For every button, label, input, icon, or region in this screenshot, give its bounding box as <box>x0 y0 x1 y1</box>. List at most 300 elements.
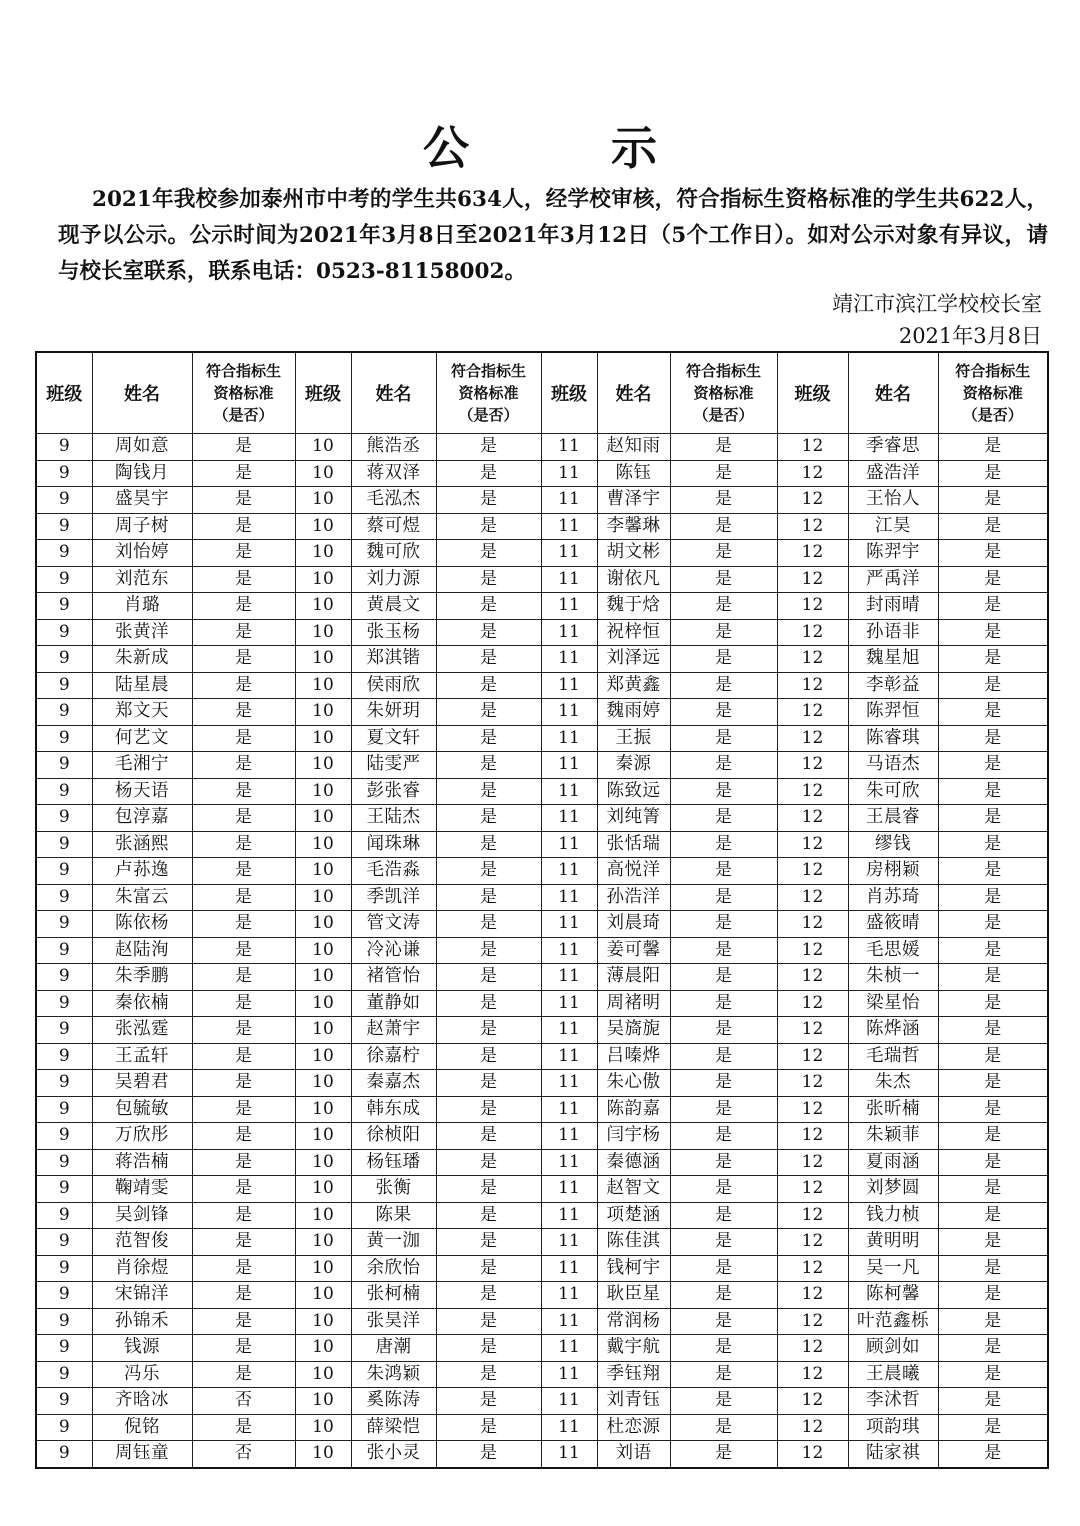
class-cell: 10 <box>295 593 351 620</box>
table-row <box>36 911 1048 938</box>
student-name-cell: 陈烨涵 <box>848 1017 938 1044</box>
class-cell: 11 <box>541 1123 597 1150</box>
student-name-cell: 盛浩洋 <box>848 460 938 487</box>
class-cell: 12 <box>777 460 848 487</box>
student-name-cell: 季睿思 <box>848 434 938 461</box>
student-name-cell: 郑文天 <box>92 699 192 726</box>
student-name-cell: 黄明明 <box>848 1229 938 1256</box>
qualified-cell: 是 <box>192 1202 295 1229</box>
class-cell: 11 <box>541 699 597 726</box>
student-name-cell: 黄一泇 <box>351 1229 436 1256</box>
class-cell: 10 <box>295 911 351 938</box>
class-cell: 11 <box>541 1229 597 1256</box>
student-name-cell: 余欣怡 <box>351 1255 436 1282</box>
student-name-cell: 魏星旭 <box>848 646 938 673</box>
qualified-cell: 是 <box>192 911 295 938</box>
qualified-cell: 是 <box>436 1388 541 1415</box>
qualified-cell: 是 <box>938 1017 1048 1044</box>
header-qualified <box>670 352 777 434</box>
qualified-cell: 是 <box>938 593 1048 620</box>
qualified-cell: 是 <box>436 884 541 911</box>
student-name-cell: 王陆杰 <box>351 805 436 832</box>
class-cell: 10 <box>295 1255 351 1282</box>
qualified-cell: 是 <box>938 513 1048 540</box>
class-cell: 11 <box>541 725 597 752</box>
qualified-cell: 是 <box>436 699 541 726</box>
student-name-cell: 王晨曦 <box>848 1361 938 1388</box>
qualified-cell: 是 <box>192 858 295 885</box>
class-cell: 9 <box>36 911 92 938</box>
table-row <box>36 1308 1048 1335</box>
student-name-cell: 冷沁谦 <box>351 937 436 964</box>
header-qualified <box>192 352 295 434</box>
student-name-cell: 薛梁恺 <box>351 1414 436 1441</box>
qualified-cell: 是 <box>436 460 541 487</box>
class-cell: 12 <box>777 858 848 885</box>
table-row <box>36 1043 1048 1070</box>
qualified-cell: 是 <box>670 884 777 911</box>
class-cell: 10 <box>295 1096 351 1123</box>
qualified-cell: 是 <box>938 699 1048 726</box>
class-cell: 12 <box>777 990 848 1017</box>
student-name-cell: 李彰益 <box>848 672 938 699</box>
student-name-cell: 朱新成 <box>92 646 192 673</box>
qualified-cell: 是 <box>436 1123 541 1150</box>
qualified-cell: 是 <box>938 725 1048 752</box>
qualified-cell: 是 <box>938 752 1048 779</box>
student-name-cell: 薄晨阳 <box>597 964 670 991</box>
student-name-cell: 陈依杨 <box>92 911 192 938</box>
class-cell: 11 <box>541 619 597 646</box>
student-name-cell: 魏雨婷 <box>597 699 670 726</box>
qualified-cell: 是 <box>192 1176 295 1203</box>
header-class: 班级 <box>541 352 597 434</box>
student-name-cell: 杜恋源 <box>597 1414 670 1441</box>
student-name-cell: 郑淇锴 <box>351 646 436 673</box>
header-name: 姓名 <box>92 352 192 434</box>
student-name-cell: 陆家祺 <box>848 1441 938 1468</box>
student-name-cell: 张昕楠 <box>848 1096 938 1123</box>
qualified-cell: 是 <box>436 1070 541 1097</box>
qualified-cell: 是 <box>192 752 295 779</box>
student-name-cell: 刘纯箐 <box>597 805 670 832</box>
student-name-cell: 李馨琳 <box>597 513 670 540</box>
qualified-cell: 是 <box>436 1335 541 1362</box>
qualified-cell: 是 <box>938 1308 1048 1335</box>
qualified-cell: 是 <box>938 805 1048 832</box>
class-cell: 11 <box>541 1149 597 1176</box>
class-cell: 10 <box>295 434 351 461</box>
qualified-cell: 是 <box>938 1229 1048 1256</box>
table-row <box>36 964 1048 991</box>
qualified-cell: 是 <box>938 1441 1048 1468</box>
header-name: 姓名 <box>597 352 670 434</box>
qualified-cell: 是 <box>192 778 295 805</box>
student-name-cell: 杨天语 <box>92 778 192 805</box>
qualified-cell: 是 <box>670 990 777 1017</box>
class-cell: 9 <box>36 699 92 726</box>
class-cell: 9 <box>36 805 92 832</box>
class-cell: 9 <box>36 1335 92 1362</box>
student-name-cell: 陈羿恒 <box>848 699 938 726</box>
student-name-cell: 朱心傲 <box>597 1070 670 1097</box>
qualified-cell: 是 <box>938 672 1048 699</box>
qualified-cell: 是 <box>192 1255 295 1282</box>
class-cell: 10 <box>295 1176 351 1203</box>
class-cell: 12 <box>777 1335 848 1362</box>
qualified-cell: 是 <box>192 593 295 620</box>
student-name-cell: 高悦洋 <box>597 858 670 885</box>
table-row <box>36 1202 1048 1229</box>
qualified-cell: 是 <box>192 1335 295 1362</box>
qualified-cell: 是 <box>670 1282 777 1309</box>
student-name-cell: 刘泽远 <box>597 646 670 673</box>
qualified-cell: 是 <box>436 646 541 673</box>
student-name-cell: 秦依楠 <box>92 990 192 1017</box>
qualified-cell: 是 <box>436 1361 541 1388</box>
student-name-cell: 朱富云 <box>92 884 192 911</box>
student-name-cell: 钱柯宇 <box>597 1255 670 1282</box>
qualified-cell: 否 <box>192 1388 295 1415</box>
qualified-cell: 是 <box>670 593 777 620</box>
qualified-cell: 是 <box>192 725 295 752</box>
header-class: 班级 <box>777 352 848 434</box>
student-name-cell: 肖璐 <box>92 593 192 620</box>
student-name-cell: 朱桢一 <box>848 964 938 991</box>
issue-date: 2021年3月8日 <box>898 324 1042 348</box>
qualified-cell: 是 <box>670 1070 777 1097</box>
qualified-cell: 是 <box>670 1043 777 1070</box>
table-row <box>36 699 1048 726</box>
class-cell: 10 <box>295 1123 351 1150</box>
qualified-cell: 是 <box>192 1123 295 1150</box>
class-cell: 12 <box>777 646 848 673</box>
student-name-cell: 项楚涵 <box>597 1202 670 1229</box>
student-name-cell: 毛泓杰 <box>351 487 436 514</box>
student-name-cell: 毛思媛 <box>848 937 938 964</box>
qualified-cell: 是 <box>938 1388 1048 1415</box>
qualified-cell: 是 <box>670 1123 777 1150</box>
student-name-cell: 彭张睿 <box>351 778 436 805</box>
student-name-cell: 熊浩丞 <box>351 434 436 461</box>
student-name-cell: 赵知雨 <box>597 434 670 461</box>
student-name-cell: 蔡可煜 <box>351 513 436 540</box>
class-cell: 10 <box>295 1043 351 1070</box>
student-name-cell: 刘梦圆 <box>848 1176 938 1203</box>
student-name-cell: 陆星晨 <box>92 672 192 699</box>
student-name-cell: 周褚明 <box>597 990 670 1017</box>
qualified-cell: 是 <box>938 434 1048 461</box>
qualified-cell: 是 <box>938 1202 1048 1229</box>
table-row <box>36 1441 1048 1468</box>
issuer-signature: 靖江市滨江学校校长室 <box>832 292 1042 316</box>
student-name-cell: 张昊洋 <box>351 1308 436 1335</box>
class-cell: 10 <box>295 1335 351 1362</box>
student-name-cell: 戴宇航 <box>597 1335 670 1362</box>
class-cell: 9 <box>36 1388 92 1415</box>
qualified-cell: 是 <box>938 1123 1048 1150</box>
qualified-cell: 是 <box>670 1149 777 1176</box>
student-name-cell: 鞠靖雯 <box>92 1176 192 1203</box>
student-name-cell: 房栩颖 <box>848 858 938 885</box>
header-qualified-line: 资格标准 <box>213 384 274 402</box>
header-qualified-line: 符合指标生 <box>955 362 1031 380</box>
student-name-cell: 陶钱月 <box>92 460 192 487</box>
class-cell: 9 <box>36 831 92 858</box>
qualified-cell: 是 <box>670 1335 777 1362</box>
qualified-cell: 是 <box>938 540 1048 567</box>
class-cell: 10 <box>295 831 351 858</box>
qualified-cell: 是 <box>938 1043 1048 1070</box>
class-cell: 10 <box>295 805 351 832</box>
student-name-cell: 杨钰璠 <box>351 1149 436 1176</box>
class-cell: 12 <box>777 593 848 620</box>
qualified-cell: 是 <box>938 831 1048 858</box>
student-name-cell: 冯乐 <box>92 1361 192 1388</box>
class-cell: 11 <box>541 593 597 620</box>
qualified-cell: 是 <box>192 1414 295 1441</box>
qualified-cell: 是 <box>436 619 541 646</box>
header-class: 班级 <box>36 352 92 434</box>
class-cell: 11 <box>541 487 597 514</box>
class-cell: 9 <box>36 619 92 646</box>
qualified-cell: 是 <box>192 1282 295 1309</box>
student-name-cell: 吴一凡 <box>848 1255 938 1282</box>
student-name-cell: 郑黄鑫 <box>597 672 670 699</box>
class-cell: 12 <box>777 1202 848 1229</box>
class-cell: 12 <box>777 1070 848 1097</box>
student-name-cell: 何艺文 <box>92 725 192 752</box>
table-row <box>36 725 1048 752</box>
class-cell: 12 <box>777 487 848 514</box>
student-name-cell: 侯雨欣 <box>351 672 436 699</box>
header-qualified-line: 符合指标生 <box>685 362 761 380</box>
student-name-cell: 刘语 <box>597 1441 670 1468</box>
qualified-cell: 是 <box>192 805 295 832</box>
table-row <box>36 540 1048 567</box>
student-name-cell: 陈钰 <box>597 460 670 487</box>
header-qualified-line: （是否） <box>693 406 754 424</box>
student-name-cell: 闻珠琳 <box>351 831 436 858</box>
student-name-cell: 肖徐煜 <box>92 1255 192 1282</box>
qualified-cell: 是 <box>436 487 541 514</box>
student-name-cell: 周钰童 <box>92 1441 192 1468</box>
qualified-cell: 是 <box>192 460 295 487</box>
class-cell: 9 <box>36 513 92 540</box>
class-cell: 9 <box>36 460 92 487</box>
class-cell: 12 <box>777 672 848 699</box>
class-cell: 12 <box>777 566 848 593</box>
class-cell: 9 <box>36 646 92 673</box>
class-cell: 9 <box>36 593 92 620</box>
table-body <box>36 434 1048 1468</box>
student-name-cell: 缪钱 <box>848 831 938 858</box>
qualified-cell: 是 <box>670 619 777 646</box>
student-name-cell: 马语杰 <box>848 752 938 779</box>
table-row <box>36 752 1048 779</box>
class-cell: 12 <box>777 752 848 779</box>
student-name-cell: 董静如 <box>351 990 436 1017</box>
student-name-cell: 封雨晴 <box>848 593 938 620</box>
table-row <box>36 1414 1048 1441</box>
qualified-cell: 是 <box>436 1229 541 1256</box>
qualified-cell: 是 <box>670 778 777 805</box>
qualified-cell: 是 <box>436 1441 541 1468</box>
student-name-cell: 吕嗪烨 <box>597 1043 670 1070</box>
student-name-cell: 徐嘉柠 <box>351 1043 436 1070</box>
class-cell: 9 <box>36 1070 92 1097</box>
student-name-cell: 刘怡婷 <box>92 540 192 567</box>
table-row <box>36 646 1048 673</box>
table-row <box>36 937 1048 964</box>
notice-paragraph: 2021年我校参加泰州市中考的学生共634人，经学校审核，符合指标生资格标准的学生共622人，现予以公示。公示时间为2021年3月8日至2021年3月12日（5个工作日）。如对公示对象有异议，请与校长室联系，联系电话：0523-81158002。 <box>58 187 1048 284</box>
student-name-cell: 毛浩淼 <box>351 858 436 885</box>
student-name-cell: 张恬瑞 <box>597 831 670 858</box>
class-cell: 10 <box>295 752 351 779</box>
class-cell: 10 <box>295 540 351 567</box>
student-name-cell: 毛湘宁 <box>92 752 192 779</box>
student-name-cell: 张泓霆 <box>92 1017 192 1044</box>
class-cell: 9 <box>36 434 92 461</box>
class-cell: 12 <box>777 1414 848 1441</box>
class-cell: 9 <box>36 1176 92 1203</box>
header-qualified <box>436 352 541 434</box>
class-cell: 11 <box>541 1361 597 1388</box>
qualified-cell: 是 <box>192 566 295 593</box>
class-cell: 9 <box>36 566 92 593</box>
table-row <box>36 1096 1048 1123</box>
class-cell: 11 <box>541 778 597 805</box>
qualified-cell: 是 <box>670 911 777 938</box>
qualified-cell: 是 <box>436 672 541 699</box>
qualified-cell: 是 <box>938 566 1048 593</box>
student-name-cell: 王孟轩 <box>92 1043 192 1070</box>
qualified-cell: 是 <box>938 964 1048 991</box>
student-name-cell: 刘范东 <box>92 566 192 593</box>
class-cell: 12 <box>777 1123 848 1150</box>
table-header-row <box>36 352 1048 434</box>
student-name-cell: 叶范鑫栎 <box>848 1308 938 1335</box>
header-qualified-line: 资格标准 <box>458 384 519 402</box>
qualified-cell: 是 <box>192 1229 295 1256</box>
class-cell: 11 <box>541 752 597 779</box>
class-cell: 11 <box>541 805 597 832</box>
qualified-cell: 是 <box>938 1176 1048 1203</box>
class-cell: 9 <box>36 1361 92 1388</box>
table-row <box>36 460 1048 487</box>
class-cell: 11 <box>541 1176 597 1203</box>
table-row <box>36 487 1048 514</box>
qualified-cell: 是 <box>938 1414 1048 1441</box>
class-cell: 9 <box>36 1149 92 1176</box>
class-cell: 12 <box>777 619 848 646</box>
qualified-cell: 是 <box>436 1308 541 1335</box>
student-name-cell: 王晨睿 <box>848 805 938 832</box>
qualified-cell: 是 <box>436 1043 541 1070</box>
qualified-cell: 是 <box>192 990 295 1017</box>
class-cell: 12 <box>777 964 848 991</box>
qualified-cell: 是 <box>670 1414 777 1441</box>
student-name-cell: 刘力源 <box>351 566 436 593</box>
class-cell: 12 <box>777 1282 848 1309</box>
student-name-cell: 严禹洋 <box>848 566 938 593</box>
student-name-cell: 吴碧君 <box>92 1070 192 1097</box>
student-name-cell: 曹泽宇 <box>597 487 670 514</box>
student-name-cell: 宋锦洋 <box>92 1282 192 1309</box>
class-cell: 12 <box>777 699 848 726</box>
student-name-cell: 包淳嘉 <box>92 805 192 832</box>
table-row <box>36 858 1048 885</box>
qualified-cell: 否 <box>192 1441 295 1468</box>
qualified-cell: 是 <box>436 831 541 858</box>
student-name-cell: 奚陈涛 <box>351 1388 436 1415</box>
student-name-cell: 胡文彬 <box>597 540 670 567</box>
class-cell: 12 <box>777 1149 848 1176</box>
class-cell: 12 <box>777 1096 848 1123</box>
class-cell: 12 <box>777 778 848 805</box>
student-name-cell: 李沭哲 <box>848 1388 938 1415</box>
class-cell: 10 <box>295 937 351 964</box>
class-cell: 11 <box>541 1441 597 1468</box>
qualified-cell: 是 <box>436 1255 541 1282</box>
student-name-cell: 季钰翔 <box>597 1361 670 1388</box>
student-name-cell: 王怡人 <box>848 487 938 514</box>
class-cell: 11 <box>541 1388 597 1415</box>
class-cell: 11 <box>541 1255 597 1282</box>
student-name-cell: 祝梓恒 <box>597 619 670 646</box>
class-cell: 10 <box>295 990 351 1017</box>
qualified-cell: 是 <box>436 1096 541 1123</box>
table-row <box>36 990 1048 1017</box>
header-qualified-line: 符合指标生 <box>205 362 281 380</box>
student-name-cell: 钱力桢 <box>848 1202 938 1229</box>
qualified-cell: 是 <box>192 434 295 461</box>
qualified-cell: 是 <box>192 646 295 673</box>
qualified-cell: 是 <box>192 699 295 726</box>
class-cell: 12 <box>777 1308 848 1335</box>
student-name-cell: 张柯楠 <box>351 1282 436 1309</box>
class-cell: 10 <box>295 1361 351 1388</box>
student-name-cell: 黄晨文 <box>351 593 436 620</box>
student-name-cell: 盛昊宇 <box>92 487 192 514</box>
class-cell: 9 <box>36 1096 92 1123</box>
class-cell: 9 <box>36 1414 92 1441</box>
qualified-cell: 是 <box>436 593 541 620</box>
table-row <box>36 619 1048 646</box>
qualified-cell: 是 <box>938 1070 1048 1097</box>
table-row <box>36 1361 1048 1388</box>
class-cell: 11 <box>541 1202 597 1229</box>
qualified-cell: 是 <box>670 1229 777 1256</box>
class-cell: 12 <box>777 1176 848 1203</box>
class-cell: 12 <box>777 1017 848 1044</box>
qualified-cell: 是 <box>670 937 777 964</box>
table-row <box>36 1070 1048 1097</box>
student-name-cell: 蒋浩楠 <box>92 1149 192 1176</box>
class-cell: 9 <box>36 884 92 911</box>
student-name-cell: 陈羿宇 <box>848 540 938 567</box>
class-cell: 9 <box>36 990 92 1017</box>
student-name-cell: 顾剑如 <box>848 1335 938 1362</box>
table-row <box>36 1388 1048 1415</box>
class-cell: 10 <box>295 672 351 699</box>
student-name-cell: 张涵熙 <box>92 831 192 858</box>
qualified-cell: 是 <box>436 752 541 779</box>
qualified-cell: 是 <box>436 1017 541 1044</box>
class-cell: 10 <box>295 1017 351 1044</box>
class-cell: 11 <box>541 646 597 673</box>
student-name-cell: 张玉杨 <box>351 619 436 646</box>
